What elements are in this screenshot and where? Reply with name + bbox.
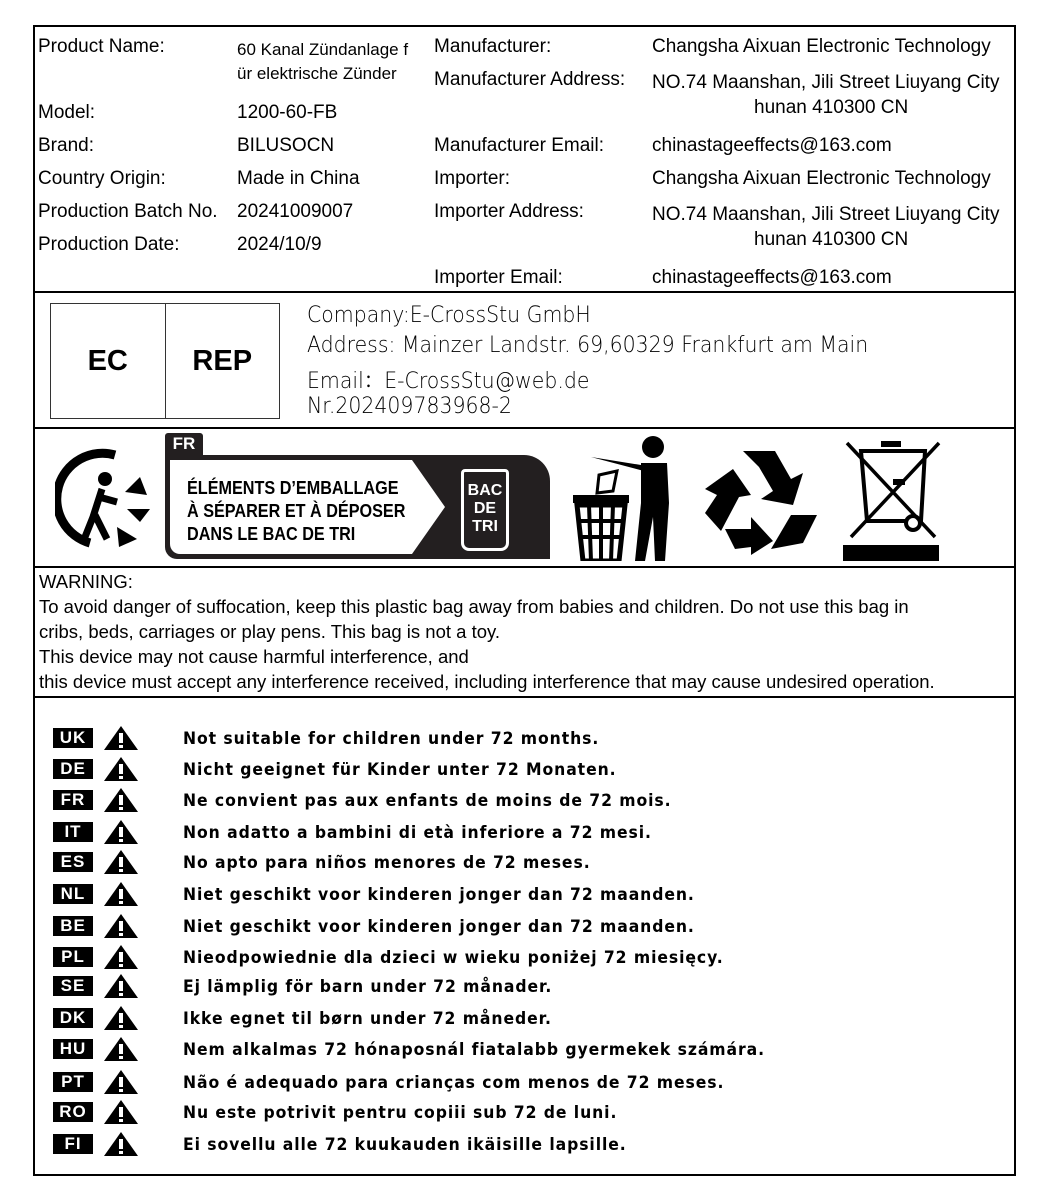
warning-triangle-icon xyxy=(103,881,139,907)
product-label xyxy=(33,25,1016,1176)
warning-triangle-icon xyxy=(103,756,139,782)
warning-triangle-icon xyxy=(103,819,139,845)
ec-rep-symbol xyxy=(50,303,280,419)
manufacturer-label: Manufacturer: xyxy=(434,36,552,57)
age-warning-text: Nu este potrivit pentru copiii sub 72 de luni. xyxy=(183,1103,618,1123)
warning-line: To avoid danger of suffocation, keep this plastic bag away from babies and children. Do not use this bag in xyxy=(39,596,909,617)
country-code-badge: FR xyxy=(53,790,93,810)
age-warning-row xyxy=(53,850,591,874)
manufacturer-address-value-cont: hunan 410300 CN xyxy=(754,97,909,118)
recycle-icon xyxy=(695,443,825,555)
age-warning-text: Niet geschikt voor kinderen jonger dan 72 maanden. xyxy=(183,917,695,937)
bin-text: TRI xyxy=(472,518,498,535)
date-label: Production Date: xyxy=(38,234,180,255)
triman-line: À SÉPARER ET À DÉPOSER xyxy=(187,501,406,521)
brand-value: BILUSOCN xyxy=(237,135,335,156)
age-warning-text: Ikke egnet til børn under 72 måneder. xyxy=(183,1009,552,1029)
ec-rep-section xyxy=(35,293,1014,429)
triman-text xyxy=(187,477,405,546)
country-code-badge: DE xyxy=(53,759,93,779)
age-warning-row xyxy=(53,1132,627,1156)
warning-triangle-icon xyxy=(103,913,139,939)
triman-line: DANS LE BAC DE TRI xyxy=(187,524,356,544)
importer-address-value: NO.74 Maanshan, Jili Street Liuyang City xyxy=(652,204,1000,225)
age-warning-text: Nicht geeignet für Kinder unter 72 Monaten. xyxy=(183,760,617,780)
bin-text: BAC xyxy=(467,482,503,499)
warning-triangle-icon xyxy=(103,1099,139,1125)
age-warning-text: Ne convient pas aux enfants de moins de 72 mois. xyxy=(183,791,672,811)
age-warning-row xyxy=(53,1100,618,1124)
country-code-badge: UK xyxy=(53,728,93,748)
triman-icon xyxy=(55,447,160,552)
country-code-badge: IT xyxy=(53,822,93,842)
ec-address: Address: Mainzer Landstr. 69,60329 Frankfurt am Main xyxy=(307,333,869,358)
age-warning-row xyxy=(53,914,695,938)
tidyman-icon xyxy=(569,433,689,561)
importer-email-label: Importer Email: xyxy=(434,267,563,288)
product-name-value-cont: ür elektrische Zünder xyxy=(237,64,397,83)
country-code-badge: BE xyxy=(53,916,93,936)
warning-triangle-icon xyxy=(103,725,139,751)
age-warning-row xyxy=(53,788,672,812)
warning-triangle-icon xyxy=(103,787,139,813)
age-warning-row xyxy=(53,1037,765,1061)
warning-line: cribs, beds, carriages or play pens. This bag is not a toy. xyxy=(39,621,501,642)
manufacturer-email-label: Manufacturer Email: xyxy=(434,135,605,156)
age-warning-text: Ei sovellu alle 72 kuukauden ikäisille lapsille. xyxy=(183,1135,627,1155)
weee-crossed-bin-icon xyxy=(843,439,943,561)
age-warning-row xyxy=(53,945,724,969)
age-warning-text: Not suitable for children under 72 months. xyxy=(183,729,600,749)
importer-label: Importer: xyxy=(434,168,511,189)
importer-email-value: chinastageeffects@163.com xyxy=(652,267,892,288)
age-warning-row xyxy=(53,974,553,998)
age-warning-row xyxy=(53,820,652,844)
warning-triangle-icon xyxy=(103,1005,139,1031)
batch-value: 20241009007 xyxy=(237,201,354,222)
warning-triangle-icon xyxy=(103,1131,139,1157)
country-code-badge: PL xyxy=(53,947,93,967)
age-warning-row xyxy=(53,882,695,906)
age-warning-text: Nem alkalmas 72 hónaposnál fiatalabb gyermekek számára. xyxy=(183,1040,765,1060)
date-value: 2024/10/9 xyxy=(237,234,322,255)
warning-triangle-icon xyxy=(103,973,139,999)
rep-text: REP xyxy=(165,304,280,418)
warning-triangle-icon xyxy=(103,849,139,875)
age-warning-row xyxy=(53,726,600,750)
batch-label: Production Batch No. xyxy=(38,201,218,222)
warning-triangle-icon xyxy=(103,1036,139,1062)
warning-line: this device must accept any interference received, including interference that may cause undesired operation. xyxy=(39,671,935,692)
country-code-badge: PT xyxy=(53,1072,93,1092)
bin-text: DE xyxy=(473,500,497,517)
model-value: 1200-60-FB xyxy=(237,102,338,123)
importer-address-value-cont: hunan 410300 CN xyxy=(754,229,909,250)
product-name-label: Product Name: xyxy=(38,36,165,57)
triman-info-block xyxy=(165,433,550,559)
country-label: Country Origin: xyxy=(38,168,166,189)
age-warning-text: Nieodpowiednie dla dzieci w wieku poniżej 72 miesięcy. xyxy=(183,948,724,968)
country-code-badge: RO xyxy=(53,1102,93,1122)
age-warning-text: No apto para niños menores de 72 meses. xyxy=(183,853,591,873)
ec-email: Email：E-CrossStu@web.de xyxy=(307,369,590,394)
age-warning-row xyxy=(53,757,617,781)
warning-triangle-icon xyxy=(103,1069,139,1095)
brand-label: Brand: xyxy=(38,135,94,156)
model-label: Model: xyxy=(38,102,96,123)
manufacturer-address-label: Manufacturer Address: xyxy=(434,69,626,90)
country-code-badge: FI xyxy=(53,1134,93,1154)
country-code-badge: SE xyxy=(53,976,93,996)
manufacturer-email-value: chinastageeffects@163.com xyxy=(652,135,892,156)
warning-section xyxy=(35,568,1014,698)
importer-value: Changsha Aixuan Electronic Technology xyxy=(652,168,991,189)
warning-line: This device may not cause harmful interference, and xyxy=(39,646,469,667)
age-warning-row xyxy=(53,1070,725,1094)
age-warning-list xyxy=(35,698,1014,1176)
country-code-badge: HU xyxy=(53,1039,93,1059)
product-info-section xyxy=(35,27,1014,293)
warning-title: WARNING: xyxy=(39,571,133,592)
age-warning-text: Niet geschikt voor kinderen jonger dan 72 maanden. xyxy=(183,885,695,905)
triman-line: ÉLÉMENTS D’EMBALLAGE xyxy=(187,478,399,498)
manufacturer-value: Changsha Aixuan Electronic Technology xyxy=(652,36,991,57)
ec-text: EC xyxy=(87,344,128,377)
age-warning-text: Não é adequado para crianças com menos de 72 meses. xyxy=(183,1073,725,1093)
country-code-badge: DK xyxy=(53,1008,93,1028)
recycling-section xyxy=(35,429,1014,568)
age-warning-text: Non adatto a bambini di età inferiore a 72 mesi. xyxy=(183,823,652,843)
country-value: Made in China xyxy=(237,168,360,189)
country-tag: FR xyxy=(165,433,203,455)
age-warning-text: Ej lämplig för barn under 72 månader. xyxy=(183,977,553,997)
product-name-value: 60 Kanal Zündanlage f xyxy=(237,40,409,59)
warning-triangle-icon xyxy=(103,944,139,970)
manufacturer-address-value: NO.74 Maanshan, Jili Street Liuyang City xyxy=(652,72,1000,93)
country-code-badge: ES xyxy=(53,852,93,872)
country-code-badge: NL xyxy=(53,884,93,904)
importer-address-label: Importer Address: xyxy=(434,201,584,222)
ec-nr: Nr.202409783968-2 xyxy=(307,394,512,419)
ec-company: Company:E-CrossStu GmbH xyxy=(307,303,591,328)
age-warning-row xyxy=(53,1006,552,1030)
sorting-bin-icon xyxy=(461,469,509,551)
